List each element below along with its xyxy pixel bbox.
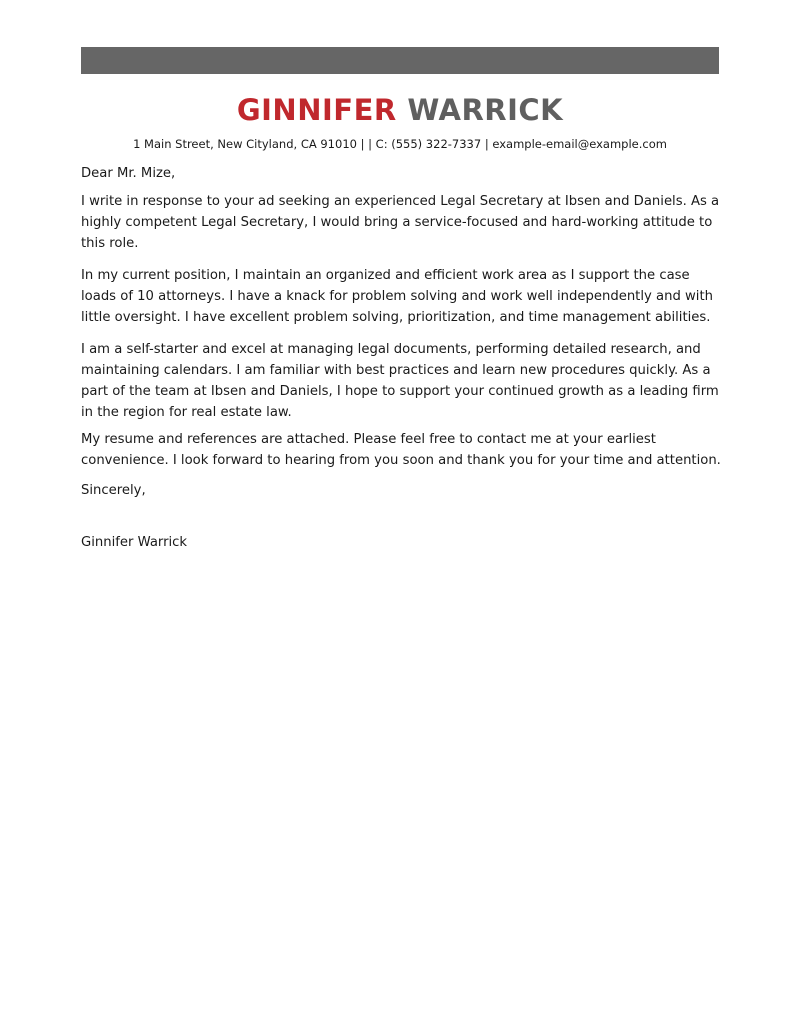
paragraph-intro: [81, 191, 726, 254]
paragraph-line: In my current position, I maintain an organized and efficient work area as I support the case: [81, 268, 690, 283]
paragraph-current-position: [81, 265, 726, 328]
signature-name: Ginnifer Warrick: [81, 535, 188, 550]
paragraph-line: loads of 10 attorneys. I have a knack for problem solving and work well independently and with: [81, 289, 713, 304]
contact-info: 1 Main Street, New Cityland, CA 91010 | | C: (555) 322-7337 | example-email@example.com: [133, 137, 667, 151]
paragraph-line: in the region for real estate law.: [81, 405, 292, 420]
paragraph-line: I write in response to your ad seeking an experienced Legal Secretary at Ibsen and Daniels. As a: [81, 194, 720, 209]
paragraph-line: I am a self-starter and excel at managing legal documents, performing detailed research, and: [81, 342, 701, 357]
closing: Sincerely,: [81, 483, 146, 498]
paragraph-line: highly competent Legal Secretary, I would bring a service-focused and hard-working attitude to: [81, 215, 713, 230]
applicant-name-heading: [0, 90, 800, 130]
paragraph-skills: [81, 339, 726, 423]
salutation: Dear Mr. Mize,: [81, 166, 176, 181]
header-bar: [81, 47, 719, 74]
applicant-last-name: WARRICK: [407, 93, 564, 127]
paragraph-line: convenience. I look forward to hearing from you soon and thank you for your time and attention.: [81, 453, 721, 468]
paragraph-line: part of the team at Ibsen and Daniels, I hope to support your continued growth as a leading firm: [81, 384, 719, 399]
paragraph-line: this role.: [81, 236, 139, 251]
paragraph-line: little oversight. I have excellent problem solving, prioritization, and time management abilities.: [81, 310, 711, 325]
paragraph-closing-remarks: [81, 429, 726, 471]
paragraph-line: maintaining calendars. I am familiar with best practices and learn new procedures quickly. As a: [81, 363, 711, 378]
paragraph-line: My resume and references are attached. Please feel free to contact me at your earliest: [81, 432, 656, 447]
applicant-first-name: GINNIFER: [236, 93, 397, 127]
